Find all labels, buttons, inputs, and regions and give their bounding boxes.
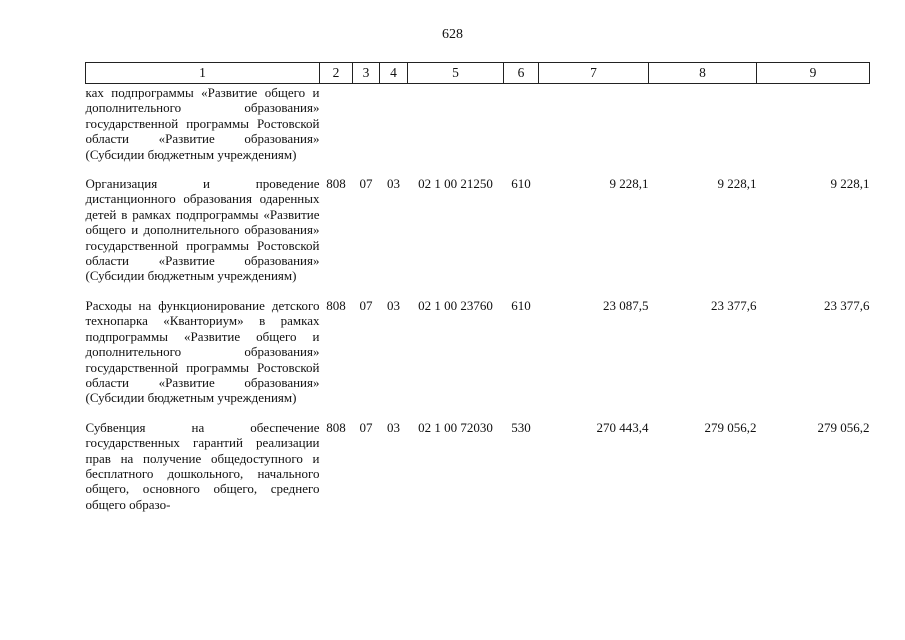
column-header-6: 6 [504,63,539,84]
column-header-1: 1 [86,63,320,84]
table-row [86,84,870,177]
row-expense-type: 530 [511,419,531,435]
row-ministry-code: 808 [326,419,346,435]
row-amount-8: 23 377,6 [711,297,757,313]
row-amount-9: 279 056,2 [817,419,870,435]
row-amount-9: 23 377,6 [824,297,870,313]
row-amount-8 [649,84,757,177]
column-header-5: 5 [408,63,504,84]
row-subsection-code: 03 [387,419,400,435]
row-description: ках подпрограммы «Развитие общего и дополнительного образования» государственной программы Ростовской области «Развитие образования» (Субсидии бюджетным учреждениям) [85,85,320,162]
row-description: Расходы на функционирование детского технопарка «Кванториум» в рамках подпрограммы «Развитие общего и дополнительного образования» государственной программы Ростовской области «Развитие образования» (Субсидии бюджетным учреждениям) [85,297,320,406]
table-row [86,298,870,420]
page-number: 628 [442,27,463,42]
row-expense-type: 610 [511,176,531,192]
row-target-article: 02 1 00 21250 [418,176,493,192]
row-amount-7 [539,84,649,177]
row-target-article: 02 1 00 23760 [418,297,493,313]
column-header-4: 4 [380,63,408,84]
row-amount-8: 9 228,1 [717,176,757,192]
column-header-2: 2 [320,63,353,84]
row-target-article: 02 1 00 72030 [418,419,493,435]
row-subsection-code: 03 [387,176,400,192]
table-header [86,63,870,84]
row-amount-7: 23 087,5 [603,297,649,313]
column-header-7: 7 [539,63,649,84]
row-section-code: 07 [359,176,373,192]
column-header-3: 3 [353,63,380,84]
row-description: Субвенция на обеспечение государственных гарантий реализации прав на получение общедоступного и бесплатного дошкольного, начального общего, основного общего, среднего общего образо- [85,419,320,512]
row-amount-9 [757,84,870,177]
row-expense-type [504,84,539,177]
row-expense-type: 610 [511,297,531,313]
column-header-9: 9 [757,63,870,84]
table-row [86,176,870,298]
row-ministry-code [320,84,353,177]
budget-table [85,62,870,526]
row-description: Организация и проведение дистанционного образования одаренных детей в рамках подпрограммы «Развитие общего и дополнительного образования» государственной программы Ростовской области «Развитие образования» (Субсидии бюджетным учреждениям) [85,176,320,284]
row-subsection-code [380,84,408,177]
row-amount-8: 279 056,2 [704,419,757,435]
row-section-code: 07 [359,297,373,313]
row-amount-7: 9 228,1 [609,176,649,192]
row-amount-9: 9 228,1 [830,176,870,192]
row-section-code: 07 [359,419,373,435]
row-subsection-code: 03 [387,297,400,313]
row-ministry-code: 808 [326,297,346,313]
row-amount-7: 270 443,4 [596,419,649,435]
row-ministry-code: 808 [326,176,346,192]
table-row [86,420,870,526]
row-target-article [408,84,504,177]
column-header-8: 8 [649,63,757,84]
row-section-code [353,84,380,177]
